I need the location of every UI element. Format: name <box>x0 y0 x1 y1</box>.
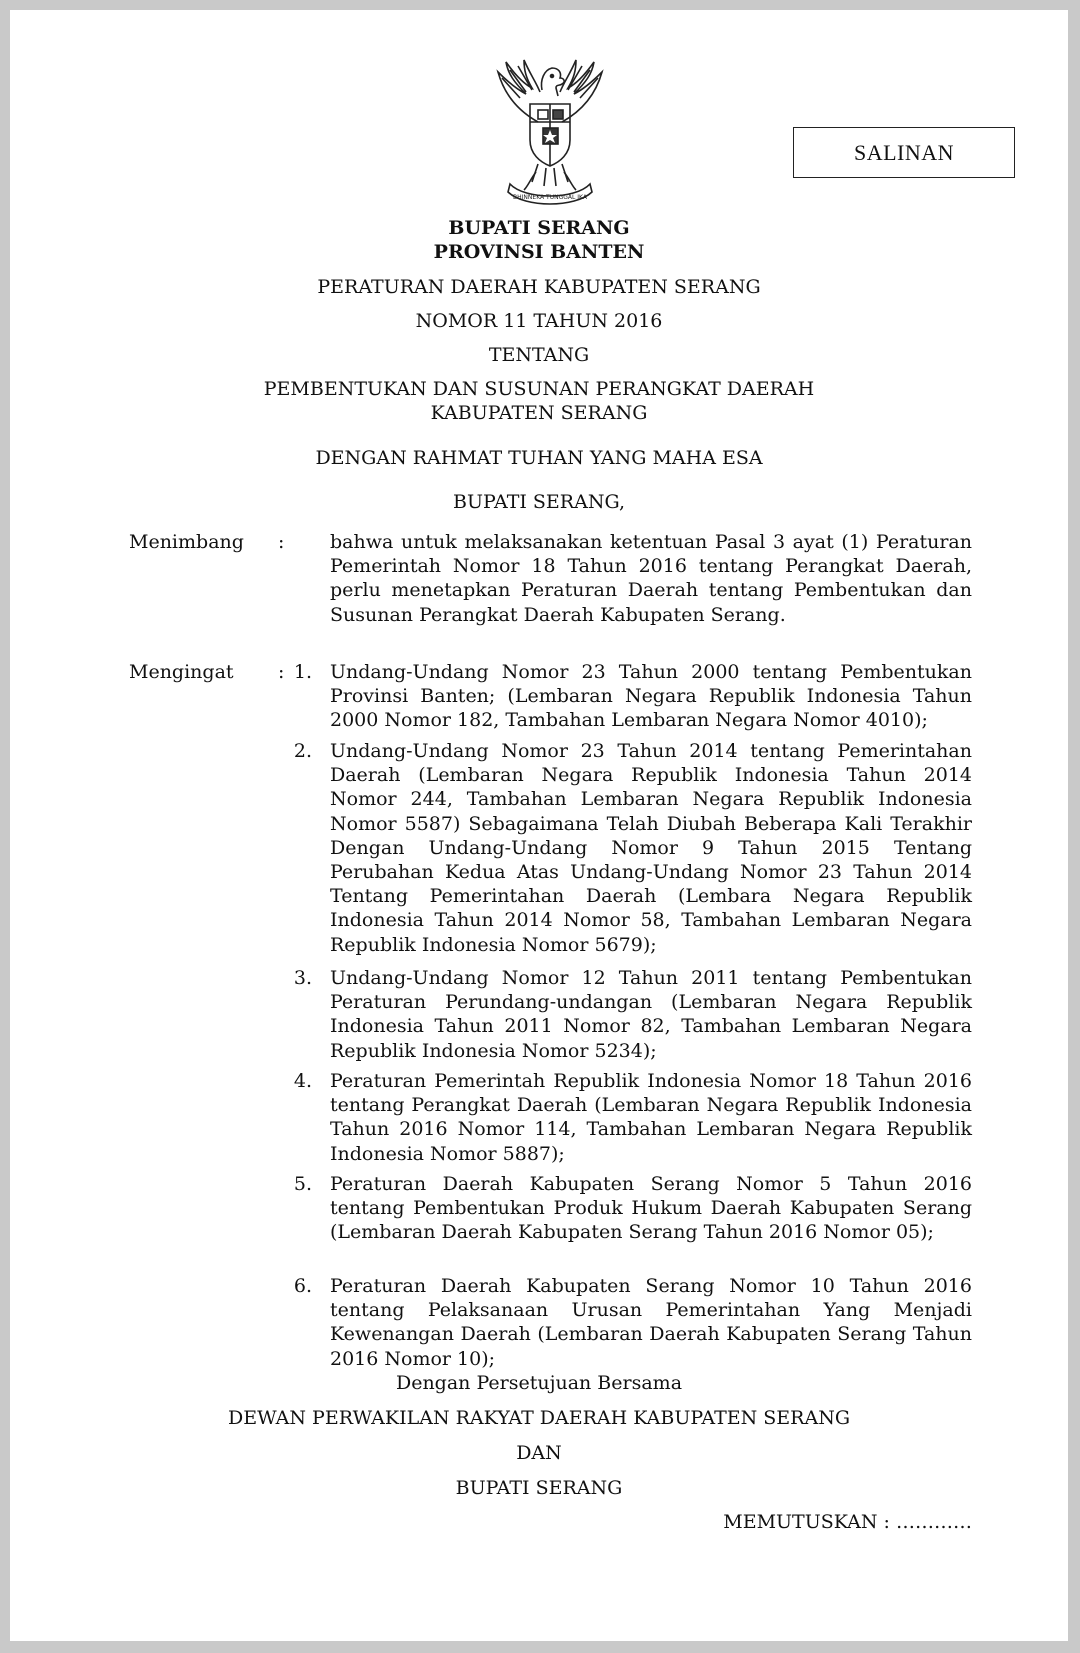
regent-line: BUPATI SERANG, <box>453 491 625 513</box>
salinan-stamp: SALINAN <box>793 127 1015 178</box>
list-item-number: 6. <box>293 1275 312 1297</box>
blessing-line: DENGAN RAHMAT TUHAN YANG MAHA ESA <box>315 447 763 469</box>
regulation-about: TENTANG <box>488 344 590 366</box>
emblem-motto: BHINNEKA TUNGGAL IKA <box>513 194 587 201</box>
list-item: Peraturan Daerah Kabupaten Serang Nomor 10 Tahun 2016 tentang Pelaksanaan Urusan Pemerintahan Yang Menjadi Kewenangan Daerah (Lembaran Daerah Kabupaten Serang Tahun 2016 Nomor 10); <box>330 1275 972 1370</box>
and-line: DAN <box>516 1442 562 1464</box>
menimbang-label: Menimbang <box>129 531 244 553</box>
regulation-title: PERATURAN DAERAH KABUPATEN SERANG <box>317 276 761 298</box>
list-item-number: 5. <box>293 1173 312 1195</box>
regulation-number: NOMOR 11 TAHUN 2016 <box>415 310 663 332</box>
regulation-subject-line1: PEMBENTUKAN DAN SUSUNAN PERANGKAT DAERAH <box>263 378 815 400</box>
list-item: Undang-Undang Nomor 23 Tahun 2000 tentang Pembentukan Provinsi Banten; (Lembaran Negara Republik Indonesia Tahun 2000 Nomor 182, Tambahan Lembaran Negara Nomor 4010); <box>330 661 972 732</box>
approval-line: Dengan Persetujuan Bersama <box>395 1372 683 1394</box>
list-item-number: 2. <box>293 740 312 762</box>
list-item: Undang-Undang Nomor 12 Tahun 2011 tentang Pembentukan Peraturan Perundang-undangan (Lembaran Negara Republik Indonesia Tahun 2011 Nomor 82, Tambahan Lembaran Negara Republik Indonesia Nomor 5234); <box>330 967 972 1062</box>
list-item: Peraturan Pemerintah Republik Indonesia Nomor 18 Tahun 2016 tentang Perangkat Daerah (Lembaran Negara Republik Indonesia Tahun 2016 Nomor 114, Tambahan Lembaran Negara Republik Indonesia Nomor 5887); <box>330 1070 972 1165</box>
decide-line: MEMUTUSKAN : ………… <box>723 1511 972 1533</box>
header-bupati: BUPATI SERANG <box>448 217 630 239</box>
list-item-number: 1. <box>293 661 312 683</box>
council-line: DEWAN PERWAKILAN RAKYAT DAERAH KABUPATEN SERANG <box>227 1407 851 1429</box>
mengingat-colon: : <box>278 661 285 683</box>
list-item-number: 3. <box>293 967 312 989</box>
list-item: Undang-Undang Nomor 23 Tahun 2014 tentang Pemerintahan Daerah (Lembaran Negara Republik Indonesia Tahun 2014 Nomor 244, Tambahan Lembaran Negara Republik Indonesia Nomor 5587) Sebagaimana Telah Diubah Beberapa Kali Terakhir Dengan Undang-Undang Nomor 9 Tahun 2015 Tentang Perubahan Kedua Atas Undang-Undang Nomor 23 Tahun 2014 Tentang Pemerintahan Daerah (Lembara Negara Republik Indonesia Tahun 2014 Nomor 58, Tambahan Lembaran Negara Republik Indonesia Nomor 5679); <box>330 740 972 956</box>
list-item: Peraturan Daerah Kabupaten Serang Nomor 5 Tahun 2016 tentang Pembentukan Produk Hukum Daerah Kabupaten Serang (Lembaran Daerah Kabupaten Serang Tahun 2016 Nomor 05); <box>330 1173 972 1244</box>
mengingat-label: Mengingat <box>129 661 234 683</box>
regent-footer-line: BUPATI SERANG <box>455 1477 623 1499</box>
regulation-subject-line2: KABUPATEN SERANG <box>430 402 648 424</box>
document-page <box>10 10 1068 1641</box>
list-item-number: 4. <box>293 1070 312 1092</box>
menimbang-text: bahwa untuk melaksanakan ketentuan Pasal 3 ayat (1) Peraturan Pemerintah Nomor 18 Tahun 2016 tentang Perangkat Daerah, perlu menetapkan Peraturan Daerah tentang Pembentukan dan Susunan Perangkat Daerah Kabupaten Serang. <box>330 531 972 626</box>
garuda-emblem-icon <box>480 52 620 212</box>
header-provinsi: PROVINSI BANTEN <box>433 241 645 263</box>
menimbang-colon: : <box>278 531 285 553</box>
